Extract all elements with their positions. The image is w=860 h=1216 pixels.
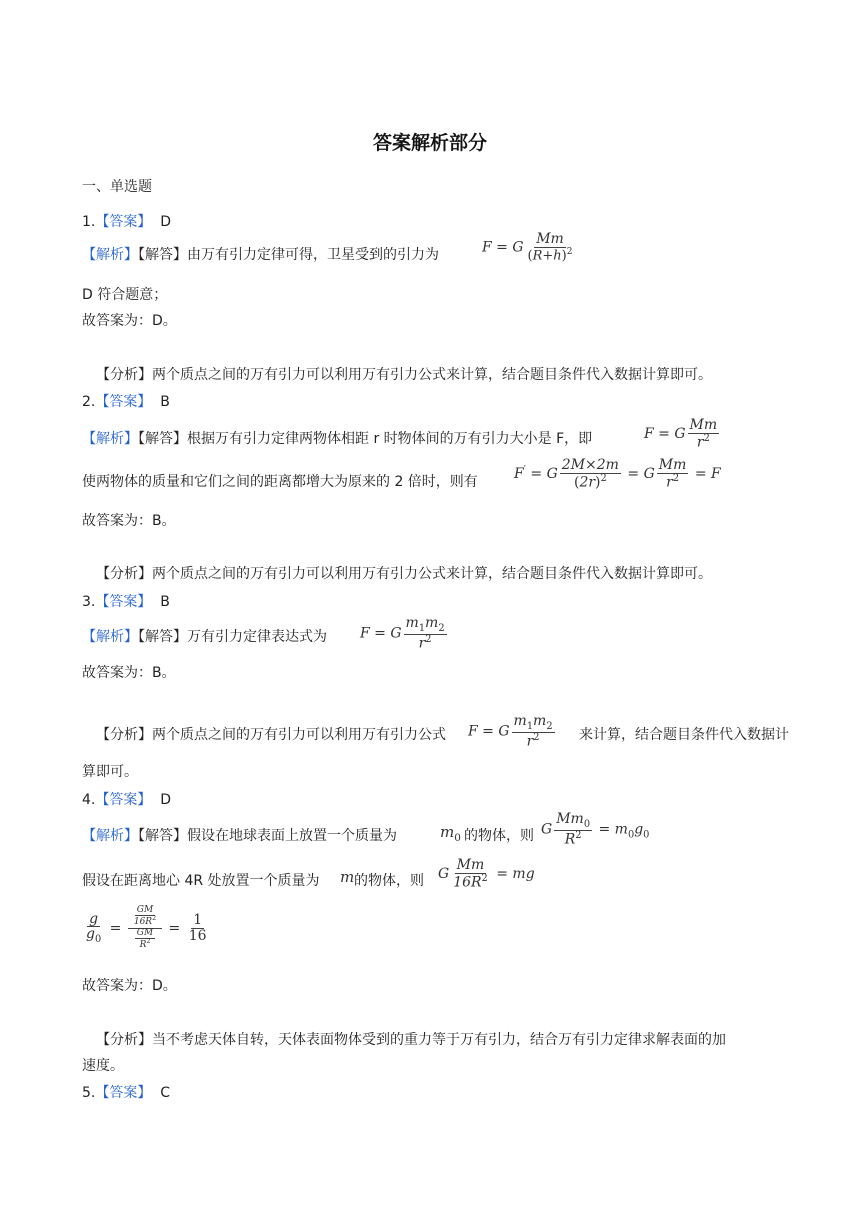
q3-analysis-text-a: 两个质点之间的万有引力可以利用万有引力公式 bbox=[152, 727, 446, 743]
q3-conclusion: 故答案为：B。 bbox=[82, 665, 176, 681]
q3-solution-text: 万有引力定律表达式为 bbox=[187, 629, 327, 645]
q3-analysis-tag: 【解析】 bbox=[82, 629, 138, 645]
q2-analysis bbox=[96, 563, 712, 583]
q2-analysis-text: 两个质点之间的万有引力可以利用万有引力公式来计算，结合题目条件代入数据计算即可。 bbox=[152, 566, 712, 582]
q1-analysis-tag: 【解析】 bbox=[82, 247, 138, 263]
q1-answer-tag: 【答案】 bbox=[95, 214, 152, 230]
q2-solution-text: 根据万有引力定律两物体相距 r 时物体间的万有引力大小是 F，即 bbox=[187, 431, 593, 447]
q4-formula-1: G $\frac{Mm_0}{R^2}$ = $m_0g_0$ bbox=[541, 811, 650, 848]
q1-solution-text: 由万有引力定律可得，卫星受到的引力为 bbox=[187, 247, 439, 263]
q2-fenxi-tag: 【分析】 bbox=[96, 566, 152, 582]
q3-answer-line bbox=[82, 591, 170, 611]
q4-analysis-tag: 【解析】 bbox=[82, 828, 138, 844]
q3-analysis-formula: F = G $\frac{m_1m_2}{r^2}$ bbox=[468, 713, 553, 750]
q3-analysis-text-b: 来计算，结合题目条件代入数据计 bbox=[579, 727, 789, 743]
q2-solution-tag: 【解答】 bbox=[138, 431, 187, 447]
q5-answer-line bbox=[82, 1082, 170, 1102]
q1-fenxi-tag: 【分析】 bbox=[96, 367, 152, 383]
q4-solution-line bbox=[82, 825, 397, 845]
q5-answer-tag: 【答案】 bbox=[95, 1085, 152, 1101]
q3-answer-tag: 【答案】 bbox=[95, 594, 152, 610]
q1-solution-tag: 【解答】 bbox=[138, 247, 187, 263]
q4-answer-line bbox=[82, 789, 171, 809]
q4-answer-value: D bbox=[160, 792, 172, 808]
q2-answer-tag: 【答案】 bbox=[95, 394, 152, 410]
q4-line2-a: 假设在距离地心 4R 处放置一个质量为 bbox=[82, 873, 320, 889]
q2-conclusion: 故答案为：B。 bbox=[82, 513, 176, 529]
q5-answer-value: C bbox=[160, 1085, 171, 1101]
q4-formula-2: G $\frac{Mm}{16R^2}$ = mg bbox=[438, 857, 535, 891]
q3-solution-line bbox=[82, 626, 327, 646]
q1-conclusion: 故答案为：D。 bbox=[82, 313, 177, 329]
q1-analysis-text: 两个质点之间的万有引力可以利用万有引力公式来计算，结合题目条件代入数据计算即可。 bbox=[152, 367, 712, 383]
q4-solution-text-b: 的物体，则 bbox=[464, 828, 534, 844]
q3-formula: F = G $\frac{m_1m_2}{r^2}$ bbox=[360, 615, 445, 652]
q1-analysis bbox=[96, 364, 712, 384]
q1-line2: D 符合题意； bbox=[82, 287, 168, 303]
q4-analysis-text-b: 速度。 bbox=[82, 1058, 124, 1074]
q3-analysis-line1 bbox=[96, 724, 446, 744]
q2-formula-1: F = G $\frac{Mm}{r^2}$ bbox=[644, 417, 718, 451]
q1-answer-line bbox=[82, 211, 171, 231]
q4-number: 4. bbox=[82, 792, 96, 808]
q2-line2: 使两物体的质量和它们之间的距离都增大为原来的 2 倍时，则有 bbox=[82, 474, 478, 490]
q4-symbol-m: m bbox=[340, 868, 355, 886]
q3-fenxi-tag: 【分析】 bbox=[96, 727, 152, 743]
q3-analysis-text-c: 算即可。 bbox=[82, 764, 138, 780]
q2-analysis-tag: 【解析】 bbox=[82, 431, 138, 447]
q4-analysis-text-a: 当不考虑天体自转，天体表面物体受到的重力等于万有引力，结合万有引力定律求解表面的加 bbox=[152, 1032, 726, 1048]
q4-fenxi-tag: 【分析】 bbox=[96, 1032, 152, 1048]
q1-solution-line bbox=[82, 244, 439, 264]
q5-number: 5. bbox=[82, 1085, 96, 1101]
q2-number: 2. bbox=[82, 394, 96, 410]
q3-solution-tag: 【解答】 bbox=[138, 629, 187, 645]
q1-number: 1. bbox=[82, 214, 96, 230]
section-heading: 一、单选题 bbox=[82, 179, 152, 195]
q4-analysis-line1 bbox=[96, 1029, 726, 1049]
q4-line2-b: 的物体，则 bbox=[354, 873, 424, 889]
q2-answer-line bbox=[82, 391, 170, 411]
q4-conclusion: 故答案为：D。 bbox=[82, 978, 177, 994]
q3-number: 3. bbox=[82, 594, 96, 610]
q4-answer-tag: 【答案】 bbox=[95, 792, 152, 808]
q4-formula-ratio: $\frac{g}{g_0}$ = $\frac{\frac{GM}{16R^2}}{\frac{GM}{R^2}}$ = $\frac{1}{16}$ bbox=[86, 905, 207, 951]
q1-formula: F = G $\frac{Mm}{(R+h)^2}$ bbox=[482, 231, 573, 264]
q2-formula-2: F′ = G $\frac{2M\times 2m}{(2r)^2}$ = G $\frac{Mm}{r^2}$ = F bbox=[514, 457, 721, 491]
page-title: 答案解析部分 bbox=[372, 132, 487, 154]
q4-symbol-m0: $m_0$ bbox=[440, 823, 461, 844]
q2-answer-value: B bbox=[160, 394, 170, 410]
q4-solution-text-a: 假设在地球表面上放置一个质量为 bbox=[187, 828, 397, 844]
q2-solution-line bbox=[82, 428, 592, 448]
q1-answer-value: D bbox=[160, 214, 172, 230]
q3-answer-value: B bbox=[160, 594, 170, 610]
q4-solution-tag: 【解答】 bbox=[138, 828, 187, 844]
